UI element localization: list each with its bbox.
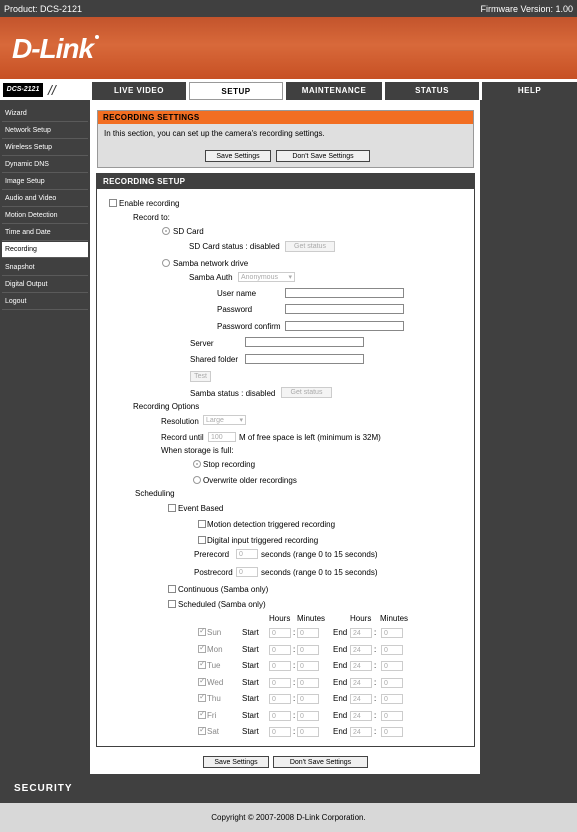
day-label-wed: Wed — [207, 677, 224, 687]
start-hour-input[interactable]: 0 — [269, 678, 291, 688]
motion-triggered-checkbox[interactable] — [198, 520, 206, 528]
right-column — [480, 100, 577, 774]
end-minutes-header: Minutes — [380, 614, 409, 623]
model-badge — [2, 82, 88, 100]
start-minute-input[interactable]: 0 — [297, 661, 319, 671]
stop-recording-label: Stop recording — [203, 460, 256, 469]
start-hour-input[interactable]: 0 — [269, 645, 291, 655]
resolution-select[interactable]: Large ▾ — [203, 415, 246, 425]
recording-settings-title: RECORDING SETTINGS — [98, 111, 473, 124]
sidebar-item-network-setup[interactable]: Network Setup — [2, 123, 88, 139]
end-label: End — [333, 710, 348, 720]
end-label: End — [333, 677, 348, 687]
time-separator: : — [374, 628, 377, 637]
password-confirm-label: Password confirm — [217, 322, 281, 331]
sd-card-radio[interactable] — [162, 227, 170, 235]
end-label: End — [333, 727, 348, 736]
recording-setup-title: RECORDING SETUP — [97, 174, 474, 189]
samba-status: Samba status : disabled — [190, 389, 276, 398]
start-minute-input[interactable]: 0 — [297, 645, 319, 655]
scheduled-checkbox[interactable] — [168, 600, 176, 608]
when-full-label: When storage is full: — [161, 446, 234, 455]
end-label: End — [333, 644, 348, 654]
samba-auth-label: Samba Auth — [189, 273, 233, 282]
start-hour-input[interactable]: 0 — [269, 694, 291, 704]
start-hour-input[interactable]: 0 — [269, 661, 291, 671]
time-separator: : — [293, 694, 296, 703]
end-hour-input[interactable]: 24 — [350, 727, 372, 737]
day-label-mon: Mon — [207, 644, 223, 654]
start-hour-input[interactable]: 0 — [269, 711, 291, 721]
start-minutes-header: Minutes — [297, 614, 326, 623]
password-input[interactable] — [285, 304, 404, 314]
tab-help[interactable]: HELP — [482, 82, 577, 100]
event-based-label: Event Based — [178, 504, 224, 513]
sidebar-item-time-date[interactable]: Time and Date — [2, 225, 88, 241]
tab-live-video[interactable]: LIVE VIDEO — [92, 82, 186, 100]
password-label: Password — [217, 305, 253, 314]
record-to-label: Record to: — [133, 213, 170, 222]
start-label: Start — [242, 727, 259, 736]
end-hour-input[interactable]: 24 — [350, 711, 372, 721]
sidebar-item-motion-detection[interactable]: Motion Detection — [2, 208, 88, 224]
tab-status[interactable]: STATUS — [385, 82, 479, 100]
end-minute-input[interactable]: 0 — [381, 628, 403, 638]
digital-triggered-label: Digital input triggered recording — [207, 536, 319, 545]
scheduling-label: Scheduling — [135, 489, 175, 498]
record-until-label: Record until — [161, 433, 204, 442]
start-label: Start — [242, 710, 259, 720]
sd-card-label: SD Card — [173, 227, 204, 236]
sidebar-item-logout[interactable]: Logout — [2, 294, 88, 310]
start-label: Start — [242, 644, 259, 654]
header-banner — [0, 17, 577, 79]
sidebar-item-recording[interactable]: Recording — [2, 242, 88, 258]
time-separator: : — [374, 710, 377, 720]
time-separator: : — [293, 727, 296, 736]
resolution-label: Resolution — [161, 417, 199, 426]
stop-recording-radio[interactable] — [193, 460, 201, 468]
end-hour-input[interactable]: 24 — [350, 645, 372, 655]
end-hours-header: Hours — [350, 614, 372, 623]
sidebar-item-audio-video[interactable]: Audio and Video — [2, 191, 88, 207]
overwrite-radio[interactable] — [193, 476, 201, 484]
postrecord-input[interactable]: 0 — [236, 567, 258, 577]
time-separator: : — [293, 644, 296, 654]
footer-bar — [0, 774, 577, 803]
samba-label: Samba network drive — [173, 259, 249, 268]
start-label: Start — [242, 694, 259, 703]
end-minute-input[interactable]: 0 — [381, 678, 403, 688]
model-label: DCS-2121 — [3, 83, 43, 97]
firmware-label: Firmware Version: 1.00 — [480, 4, 573, 14]
day-label-thu: Thu — [207, 694, 221, 703]
recording-setup-panel — [96, 173, 475, 747]
dlink-logo: D-Link — [12, 33, 94, 64]
prerecord-suffix: seconds (range 0 to 15 seconds) — [261, 550, 378, 559]
digital-triggered-checkbox[interactable] — [198, 536, 206, 544]
sidebar-item-wizard[interactable]: Wizard — [2, 106, 88, 122]
end-label: End — [333, 628, 348, 637]
start-minute-input[interactable]: 0 — [297, 727, 319, 737]
end-hour-input[interactable]: 24 — [350, 678, 372, 688]
start-minute-input[interactable]: 0 — [297, 628, 319, 638]
day-label-sun: Sun — [207, 628, 222, 637]
time-separator: : — [293, 677, 296, 687]
dont-save-settings-button[interactable]: Don't Save Settings — [276, 150, 370, 162]
security-label: SECURITY — [14, 783, 73, 794]
shared-folder-label: Shared folder — [190, 355, 239, 364]
postrecord-label: Postrecord — [194, 568, 233, 577]
bottom-save-settings-button[interactable]: Save Settings — [203, 756, 269, 768]
sidebar-item-dynamic-dns[interactable]: Dynamic DNS — [2, 157, 88, 173]
scheduled-label: Scheduled (Samba only) — [178, 600, 266, 609]
day-checkbox-wed[interactable] — [198, 678, 206, 686]
start-label: Start — [242, 677, 259, 687]
start-hour-input[interactable]: 0 — [269, 628, 291, 638]
end-hour-input[interactable]: 24 — [350, 694, 372, 704]
day-label-fri: Fri — [207, 710, 217, 720]
time-separator: : — [374, 694, 377, 703]
top-bar — [0, 0, 577, 17]
end-minute-input[interactable]: 0 — [381, 711, 403, 721]
time-separator: : — [374, 677, 377, 687]
sd-get-status-button[interactable]: Get status — [285, 241, 335, 252]
continuous-checkbox[interactable] — [168, 585, 176, 593]
sidebar-item-image-setup[interactable]: Image Setup — [2, 174, 88, 190]
copyright: Copyright © 2007-2008 D-Link Corporation. — [0, 803, 577, 832]
tab-setup[interactable]: SETUP — [189, 82, 283, 100]
server-input[interactable] — [245, 337, 364, 347]
start-label: Start — [242, 661, 259, 670]
day-checkbox-mon[interactable] — [198, 645, 206, 653]
tab-maintenance[interactable]: MAINTENANCE — [286, 82, 382, 100]
end-minute-input[interactable]: 0 — [381, 661, 403, 671]
user-name-label: User name — [217, 289, 257, 298]
recording-settings-desc: In this section, you can set up the camera's recording settings. — [104, 129, 325, 138]
user-name-input[interactable] — [285, 288, 404, 298]
product-label: Product: DCS-2121 — [4, 4, 83, 14]
overwrite-label: Overwrite older recordings — [203, 476, 297, 485]
samba-radio[interactable] — [162, 259, 170, 267]
enable-recording-checkbox[interactable] — [109, 199, 117, 207]
sidebar-item-digital-output[interactable]: Digital Output — [2, 277, 88, 293]
bottom-dont-save-settings-button[interactable]: Don't Save Settings — [273, 756, 368, 768]
save-settings-button[interactable]: Save Settings — [205, 150, 271, 162]
start-minute-input[interactable]: 0 — [297, 711, 319, 721]
start-minute-input[interactable]: 0 — [297, 694, 319, 704]
day-checkbox-thu[interactable] — [198, 694, 206, 702]
day-checkbox-sun[interactable] — [198, 628, 206, 636]
day-checkbox-fri[interactable] — [198, 711, 206, 719]
server-label: Server — [190, 339, 214, 348]
end-hour-input[interactable]: 24 — [350, 628, 372, 638]
event-based-checkbox[interactable] — [168, 504, 176, 512]
end-label: End — [333, 661, 348, 670]
sd-card-status: SD Card status : disabled — [189, 242, 280, 251]
samba-test-button[interactable]: Test — [190, 371, 211, 382]
shared-folder-input[interactable] — [245, 354, 364, 364]
password-confirm-input[interactable] — [285, 321, 404, 331]
time-separator: : — [374, 644, 377, 654]
day-label-tue: Tue — [207, 661, 221, 670]
motion-triggered-label: Motion detection triggered recording — [207, 520, 336, 529]
start-minute-input[interactable]: 0 — [297, 678, 319, 688]
end-label: End — [333, 694, 348, 703]
time-separator: : — [374, 727, 377, 736]
model-slashes: // — [48, 82, 56, 98]
end-hour-input[interactable]: 24 — [350, 661, 372, 671]
end-minute-input[interactable]: 0 — [381, 727, 403, 737]
start-label: Start — [242, 628, 259, 637]
time-separator: : — [293, 661, 296, 670]
record-until-suffix: M of free space is left (minimum is 32M) — [239, 433, 381, 442]
time-separator: : — [293, 710, 296, 720]
start-hour-input[interactable]: 0 — [269, 727, 291, 737]
time-separator: : — [293, 628, 296, 637]
recording-settings-panel — [97, 110, 474, 168]
day-checkbox-tue[interactable] — [198, 661, 206, 669]
day-checkbox-sat[interactable] — [198, 727, 206, 735]
recording-options-label: Recording Options — [133, 402, 200, 411]
end-minute-input[interactable]: 0 — [381, 694, 403, 704]
record-until-input[interactable]: 100 — [208, 432, 236, 442]
continuous-label: Continuous (Samba only) — [178, 585, 269, 594]
sidebar-item-snapshot[interactable]: Snapshot — [2, 260, 88, 276]
day-label-sat: Sat — [207, 727, 220, 736]
samba-auth-select[interactable]: Anonymous ▾ — [238, 272, 295, 282]
sidebar-item-wireless-setup[interactable]: Wireless Setup — [2, 140, 88, 156]
postrecord-suffix: seconds (range 0 to 15 seconds) — [261, 568, 378, 577]
prerecord-label: Prerecord — [194, 550, 230, 559]
end-minute-input[interactable]: 0 — [381, 645, 403, 655]
samba-get-status-button[interactable]: Get status — [281, 387, 332, 398]
start-hours-header: Hours — [269, 614, 291, 623]
enable-recording-label: Enable recording — [119, 199, 180, 208]
prerecord-input[interactable]: 0 — [236, 549, 258, 559]
time-separator: : — [374, 661, 377, 670]
